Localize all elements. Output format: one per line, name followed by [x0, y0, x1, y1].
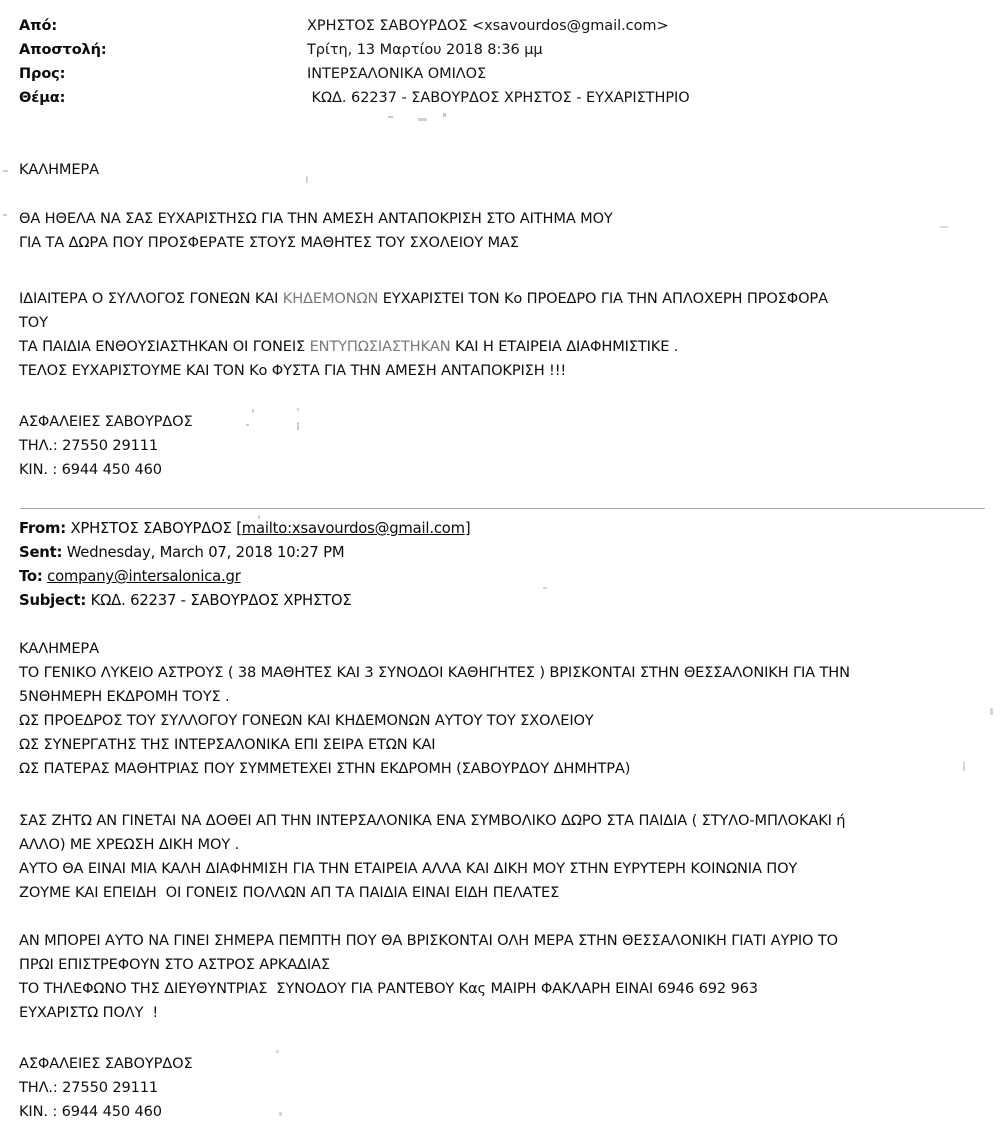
quoted-subject-value: ΚΩΔ. 62237 - ΣΑΒΟΥΡΔΟΣ ΧΡΗΣΤΟΣ	[86, 592, 352, 609]
quoted-from-row	[19, 517, 819, 541]
quoted-from-value: ΧΡΗΣΤΟΣ ΣΑΒΟΥΡΔΟΣ [	[65, 520, 242, 537]
to-label: Προς:	[19, 66, 66, 82]
body-line: ΤΟ ΤΗΛΕΦΩΝΟ ΤΗΣ ΔΙΕΥΘΥΝΤΡΙΑΣ ΣΥΝΟΔΟΥ ΓΙΑ ΡΑΝΤΕΒΟΥ Κας ΜΑΙΡΗ ΦΑΚΛΑΡΗ ΕΙΝΑΙ 6946 692 963	[19, 980, 758, 997]
header-row-sent	[0, 38, 1000, 62]
body-line: ΑΛΛΟ) ΜΕ ΧΡΕΩΣΗ ΔΙΚΗ ΜΟΥ .	[19, 836, 240, 853]
quoted-subject-label: Subject:	[19, 592, 87, 609]
body-text-run: ΚΑΙ Η ΕΤΑΙΡΕΙΑ ΔΙΑΦΗΜΙΣΤΙΚΕ .	[450, 338, 679, 355]
quoted-body-paragraph-1	[19, 637, 994, 781]
body-line: ΤΟ ΓΕΝΙΚΟ ΛΥΚΕΙΟ ΑΣΤΡΟΥΣ ( 38 ΜΑΘΗΤΕΣ ΚΑΙ 3 ΣΥΝΟΔΟΙ ΚΑΘΗΓΗΤΕΣ ) ΒΡΙΣΚΟΝΤΑΙ ΣΤΗΝ ΘΕΣΣΑΛΟΝΙΚΗ ΓΙΑ ΤΗΝ	[19, 664, 850, 681]
email-header	[0, 14, 1000, 110]
scan-artifact	[940, 226, 948, 228]
quoted-from-suffix: ]	[464, 520, 471, 537]
body-line: ΩΣ ΠΡΟΕΔΡΟΣ ΤΟΥ ΣΥΛΛΟΓΟΥ ΓΟΝΕΩΝ ΚΑΙ ΚΗΔΕΜΟΝΩΝ ΑΥΤΟΥ ΤΟΥ ΣΧΟΛΕΙΟΥ	[19, 712, 594, 729]
quoted-to-email-link[interactable]: company@intersalonica.gr	[47, 568, 241, 585]
header-row-from	[0, 14, 1000, 38]
quoted-body-paragraph-3	[19, 929, 994, 1025]
body-line: ΚΑΛΗΜΕΡΑ	[19, 161, 99, 178]
quoted-body-paragraph-2	[19, 809, 994, 905]
body-line-mixed	[19, 335, 994, 359]
scan-artifact	[276, 1050, 279, 1053]
scan-artifact	[252, 409, 254, 413]
scan-artifact	[246, 424, 249, 426]
signature-line: ΤΗΛ.: 27550 29111	[19, 1079, 159, 1096]
body-line: ΕΥΧΑΡΙΣΤΩ ΠΟΛΥ !	[19, 1004, 159, 1021]
subject-value: ΚΩΔ. 62237 - ΣΑΒΟΥΡΔΟΣ ΧΡΗΣΤΟΣ - ΕΥΧΑΡΙΣΤΗΡΙΟ	[307, 90, 690, 106]
quoted-from-mailto-link[interactable]: mailto:xsavourdos@gmail.com	[241, 520, 465, 537]
quoted-message-divider	[20, 508, 985, 509]
body-line-mixed	[19, 287, 994, 311]
scan-artifact	[3, 170, 8, 172]
scan-artifact	[279, 1112, 282, 1116]
quoted-signature	[19, 1052, 994, 1124]
body-line: ΘΑ ΗΘΕΛΑ ΝΑ ΣΑΣ ΕΥΧΑΡΙΣΤΗΣΩ ΓΙΑ ΤΗΝ ΑΜΕΣΗ ΑΝΤΑΠΟΚΡΙΣΗ ΣΤΟ ΑΙΤΗΜΑ ΜΟΥ	[19, 210, 613, 227]
body-line: ΠΡΩΙ ΕΠΙΣΤΡΕΦΟΥΝ ΣΤΟ ΑΣΤΡΟΣ ΑΡΚΑΔΙΑΣ	[19, 956, 330, 973]
from-value: ΧΡΗΣΤΟΣ ΣΑΒΟΥΡΔΟΣ <xsavourdos@gmail.com>	[307, 18, 669, 34]
to-value: ΙΝΤΕΡΣΑΛΟΝΙΚΑ ΟΜΙΛΟΣ	[307, 66, 487, 82]
from-label: Από:	[19, 18, 58, 34]
body-line: ΣΑΣ ΖΗΤΩ ΑΝ ΓΙΝΕΤΑΙ ΝΑ ΔΟΘΕΙ ΑΠ ΤΗΝ ΙΝΤΕΡΣΑΛΟΝΙΚΑ ΕΝΑ ΣΥΜΒΟΛΙΚΟ ΔΩΡΟ ΣΤΑ ΠΑΙΔΙΑ ( ΣΤΥΛΟ-ΜΠΛΟΚΑΚΙ ή	[19, 812, 846, 829]
signature-line: ΤΗΛ.: 27550 29111	[19, 437, 159, 454]
body-line: ΩΣ ΠΑΤΕΡΑΣ ΜΑΘΗΤΡΙΑΣ ΠΟΥ ΣΥΜΜΕΤΕΧΕΙ ΣΤΗΝ ΕΚΔΡΟΜΗ (ΣΑΒΟΥΡΔΟΥ ΔΗΜΗΤΡΑ)	[19, 760, 631, 777]
message-body-greeting	[19, 158, 994, 182]
body-line: ΖΟΥΜΕ ΚΑΙ ΕΠΕΙΔΗ ΟΙ ΓΟΝΕΙΣ ΠΟΛΛΩΝ ΑΠ ΤΑ ΠΑΙΔΙΑ ΕΙΝΑΙ ΕΙΔΗ ΠΕΛΑΤΕΣ	[19, 884, 560, 901]
scan-artifact	[543, 587, 547, 589]
body-text-run-faded: ΚΗΔΕΜΟΝΩΝ	[282, 290, 379, 307]
scan-artifact	[388, 116, 393, 118]
quoted-subject-row	[19, 589, 819, 613]
scan-artifact	[963, 762, 965, 771]
message-body-paragraph-1	[19, 207, 994, 255]
scan-artifact	[297, 408, 299, 411]
sent-value: Τρίτη, 13 Μαρτίου 2018 8:36 μμ	[307, 42, 543, 58]
body-line: ΩΣ ΣΥΝΕΡΓΑΤΗΣ ΤΗΣ ΙΝΤΕΡΣΑΛΟΝΙΚΑ ΕΠΙ ΣΕΙΡΑ ΕΤΩΝ ΚΑΙ	[19, 736, 436, 753]
quoted-sent-row	[19, 541, 819, 565]
quoted-sent-value: Wednesday, March 07, 2018 10:27 PM	[62, 544, 345, 561]
quoted-from-label: From:	[19, 520, 66, 537]
quoted-to-row	[19, 565, 819, 589]
body-line: ΤΟΥ	[19, 314, 48, 331]
signature-line: ΑΣΦΑΛΕΙΕΣ ΣΑΒΟΥΡΔΟΣ	[19, 413, 193, 430]
body-line: ΤΕΛΟΣ ΕΥΧΑΡΙΣΤΟΥΜΕ ΚΑΙ ΤΟΝ Κο ΦΥΣΤΑ ΓΙΑ ΤΗΝ ΑΜΕΣΗ ΑΝΤΑΠΟΚΡΙΣΗ !!!	[19, 362, 567, 379]
body-line: ΑΝ ΜΠΟΡΕΙ ΑΥΤΟ ΝΑ ΓΙΝΕΙ ΣΗΜΕΡΑ ΠΕΜΠΤΗ ΠΟΥ ΘΑ ΒΡΙΣΚΟΝΤΑΙ ΟΛΗ ΜΕΡΑ ΣΤΗΝ ΘΕΣΣΑΛΟΝΙΚΗ ΓΙΑΤΙ ΑΥΡΙΟ ΤΟ	[19, 932, 838, 949]
message-body-paragraph-2	[19, 287, 994, 383]
signature-line: ΚΙΝ. : 6944 450 460	[19, 461, 162, 478]
quoted-to-label: To:	[19, 568, 43, 585]
body-line: ΓΙΑ ΤΑ ΔΩΡΑ ΠΟΥ ΠΡΟΣΦΕΡΑΤΕ ΣΤΟΥΣ ΜΑΘΗΤΕΣ ΤΟΥ ΣΧΟΛΕΙΟΥ ΜΑΣ	[19, 234, 519, 251]
scan-artifact	[418, 118, 427, 121]
body-text-run: ΕΥΧΑΡΙΣΤΕΙ ΤΟΝ Κο ΠΡΟΕΔΡΟ ΓΙΑ ΤΗΝ ΑΠΛΟΧΕΡΗ ΠΡΟΣΦΟΡΑ	[378, 290, 828, 307]
header-row-subject	[0, 86, 1000, 110]
scan-artifact	[443, 113, 446, 117]
signature-line: ΑΣΦΑΛΕΙΕΣ ΣΑΒΟΥΡΔΟΣ	[19, 1055, 193, 1072]
scan-artifact	[258, 515, 260, 519]
subject-label: Θέμα:	[19, 90, 66, 106]
sent-label: Αποστολή:	[19, 42, 107, 58]
scan-artifact	[306, 176, 308, 183]
body-line: ΑΥΤΟ ΘΑ ΕΙΝΑΙ ΜΙΑ ΚΑΛΗ ΔΙΑΦΗΜΙΣΗ ΓΙΑ ΤΗΝ ΕΤΑΙΡΕΙΑ ΑΛΛΑ ΚΑΙ ΔΙΚΗ ΜΟΥ ΣΤΗΝ ΕΥΡΥΤΕΡΗ ΚΟΙΝΩΝΙΑ ΠΟΥ	[19, 860, 798, 877]
body-line: ΚΑΛΗΜΕΡΑ	[19, 640, 99, 657]
scan-artifact	[297, 422, 299, 430]
scan-artifact	[3, 214, 7, 216]
body-text-run: ΤΑ ΠΑΙΔΙΑ ΕΝΘΟΥΣΙΑΣΤΗΚΑΝ ΟΙ ΓΟΝΕΙΣ	[19, 338, 310, 355]
scan-artifact	[990, 708, 993, 715]
quoted-email-header	[19, 517, 819, 613]
body-text-run: ΙΔΙΑΙΤΕΡΑ Ο ΣΥΛΛΟΓΟΣ ΓΟΝΕΩΝ ΚΑΙ	[19, 290, 283, 307]
quoted-sent-label: Sent:	[19, 544, 63, 561]
message-signature	[19, 410, 994, 482]
signature-line: ΚΙΝ. : 6944 450 460	[19, 1103, 162, 1120]
body-line: 5ΝΘΗΜΕΡΗ ΕΚΔΡΟΜΗ ΤΟΥΣ .	[19, 688, 230, 705]
header-row-to	[0, 62, 1000, 86]
body-text-run-faded: ΕΝΤΥΠΩΣΙΑΣΤΗΚΑΝ	[309, 338, 451, 355]
